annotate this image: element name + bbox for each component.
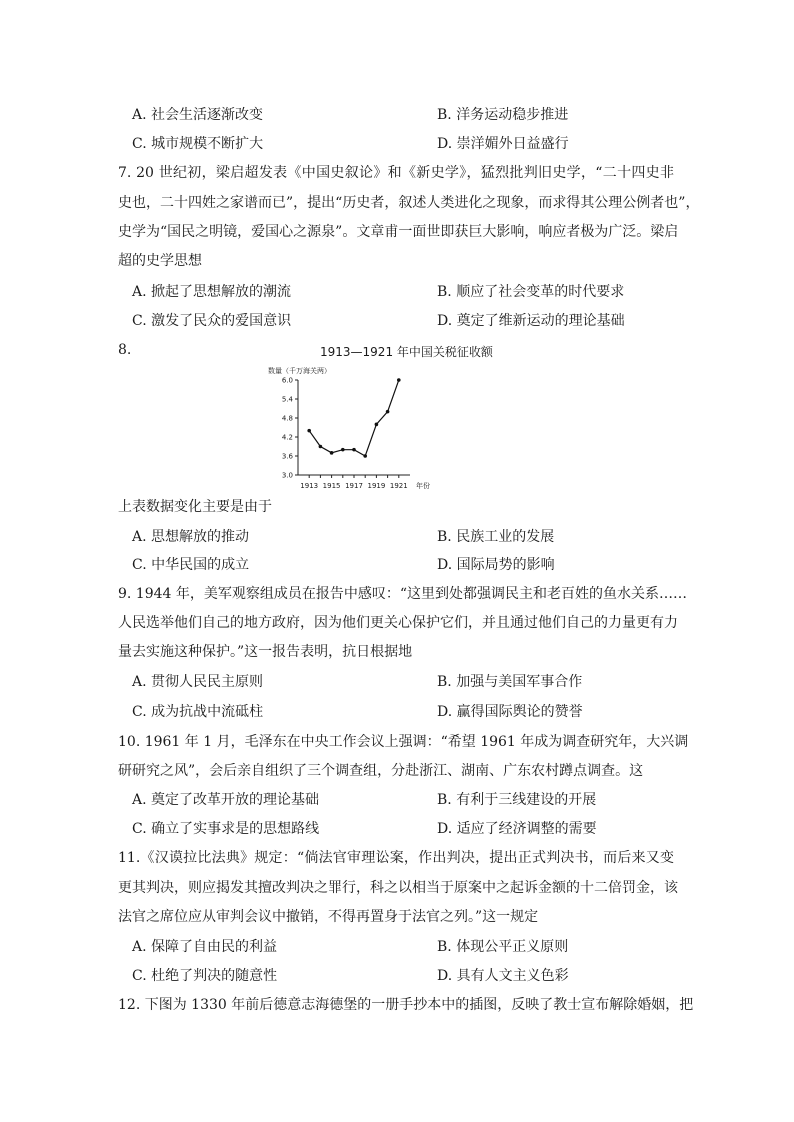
tariff-chart bbox=[250, 340, 493, 500]
chart-x-tick-label: 1921 bbox=[389, 482, 408, 490]
q11-option-c: C. 杜绝了判决的随意性 bbox=[132, 968, 278, 984]
q7-stem-line: 史学为“国民之明镜，爱国心之源泉”。文章甫一面世即获巨大影响，响应者极为广泛。梁启 bbox=[118, 224, 679, 240]
chart-y-axis-label: 数量（千万海关两） bbox=[268, 367, 331, 375]
q8-option-b: B. 民族工业的发展 bbox=[437, 529, 555, 545]
q8-stem: 上表数据变化主要是由于 bbox=[118, 499, 272, 515]
q10-stem-line: 10. 1961 年 1 月，毛泽东在中央工作会议上强调：“希望 1961 年成为调查研究年，大兴调 bbox=[118, 734, 689, 750]
q7-stem-line: 史也，二十四姓之家谱而已”，提出“历史者，叙述人类进化之现象，而求得其公理公例者也”， bbox=[118, 195, 700, 211]
q11-stem-line: 法官之席位应从审判会议中撤销，不得再置身于法官之列。”这一规定 bbox=[118, 909, 539, 925]
q8-number: 8. bbox=[118, 342, 132, 358]
chart-x-tick-label: 1919 bbox=[367, 482, 386, 490]
q7-stem-line: 7. 20 世纪初，梁启超发表《中国史叙论》和《新史学》，猛烈批判旧史学，“二十四史非 bbox=[118, 165, 674, 181]
q9-option-a: A. 贯彻人民民主原则 bbox=[132, 674, 264, 690]
q6-option-d: D. 崇洋媚外日益盛行 bbox=[437, 136, 569, 152]
q7-option-a: A. 掀起了思想解放的潮流 bbox=[132, 284, 292, 300]
q10-option-a: A. 奠定了改革开放的理论基础 bbox=[132, 792, 320, 808]
chart-y-tick-label: 6.0 bbox=[281, 376, 293, 385]
chart-data-point bbox=[330, 451, 334, 455]
q10-option-c: C. 确立了实事求是的思想路线 bbox=[132, 821, 320, 837]
q7-option-c: C. 激发了民众的爱国意识 bbox=[132, 313, 292, 329]
chart-data-point bbox=[352, 448, 356, 452]
chart-x-tick-label: 1915 bbox=[322, 482, 341, 490]
q11-stem-line: 更其判决，则应揭发其擅改判决之罪行，科之以相当于原案中之起诉金额的十二倍罚金，该 bbox=[118, 880, 678, 896]
q10-option-d: D. 适应了经济调整的需要 bbox=[437, 821, 597, 837]
q11-option-d: D. 具有人文主义色彩 bbox=[437, 968, 569, 984]
q12-stem-line: 12. 下图为 1330 年前后德意志海德堡的一册手抄本中的插图，反映了教士宣布解除婚姻，把 bbox=[118, 997, 694, 1013]
chart-data-point bbox=[307, 429, 311, 433]
chart-y-tick-label: 4.2 bbox=[281, 433, 293, 442]
q8-option-c: C. 中华民国的成立 bbox=[132, 557, 250, 573]
q7-stem-line: 超的史学思想 bbox=[118, 253, 202, 269]
chart-y-tick-label: 3.6 bbox=[281, 452, 293, 461]
chart-title: 1913—1921 年中国关税征收额 bbox=[320, 345, 493, 359]
q8-option-a: A. 思想解放的推动 bbox=[132, 529, 250, 545]
q9-stem-line: 人民选举他们自己的地方政府，因为他们更关心保护它们，并且通过他们自己的力量更有力 bbox=[118, 615, 678, 631]
q10-option-b: B. 有利于三线建设的开展 bbox=[437, 792, 597, 808]
q9-option-b: B. 加强与美国军事合作 bbox=[437, 674, 583, 690]
q9-stem-line: 量去实施这种保护。”这一报告表明，抗日根据地 bbox=[118, 644, 413, 660]
q7-option-b: B. 顺应了社会变革的时代要求 bbox=[437, 284, 625, 300]
q6-option-b: B. 洋务运动稳步推进 bbox=[437, 107, 569, 123]
q9-option-c: C. 成为抗战中流砥柱 bbox=[132, 704, 264, 720]
chart-x-tick-label: 1917 bbox=[345, 482, 363, 490]
chart-x-tick-label: 1913 bbox=[300, 482, 319, 490]
chart-data-point bbox=[397, 378, 401, 382]
chart-y-tick-label: 5.4 bbox=[281, 395, 293, 404]
q11-option-a: A. 保障了自由民的利益 bbox=[132, 939, 278, 955]
q6-option-a: A. 社会生活逐渐改变 bbox=[132, 107, 264, 123]
q9-stem-line: 9. 1944 年，美军观察组成员在报告中感叹：“这里到处都强调民主和老百姓的鱼水关系…… bbox=[118, 586, 688, 602]
q11-option-b: B. 体现公平正义原则 bbox=[437, 939, 569, 955]
chart-x-axis-label: 年份 bbox=[416, 482, 430, 490]
chart-data-point bbox=[341, 448, 345, 452]
q7-option-d: D. 奠定了维新运动的理论基础 bbox=[437, 313, 625, 329]
chart-data-point bbox=[319, 445, 323, 449]
chart-data-point bbox=[375, 423, 379, 427]
tariff-chart-svg bbox=[250, 340, 493, 500]
q11-stem-line: 11.《汉谟拉比法典》规定：“倘法官审理讼案，作出判决，提出正式判决书，而后来又变 bbox=[118, 850, 674, 866]
q8-option-d: D. 国际局势的影响 bbox=[437, 557, 555, 573]
q10-stem-line: 研研究之风”，会后亲自组织了三个调查组，分赴浙江、湖南、广东农村蹲点调查。这 bbox=[118, 763, 644, 779]
chart-data-point bbox=[363, 454, 367, 458]
q6-option-c: C. 城市规模不断扩大 bbox=[132, 136, 264, 152]
chart-y-tick-label: 4.8 bbox=[281, 414, 293, 423]
chart-y-tick-label: 3.0 bbox=[281, 471, 293, 480]
q9-option-d: D. 赢得国际舆论的赞誉 bbox=[437, 704, 583, 720]
chart-data-point bbox=[386, 410, 390, 414]
chart-series-line bbox=[309, 380, 399, 456]
